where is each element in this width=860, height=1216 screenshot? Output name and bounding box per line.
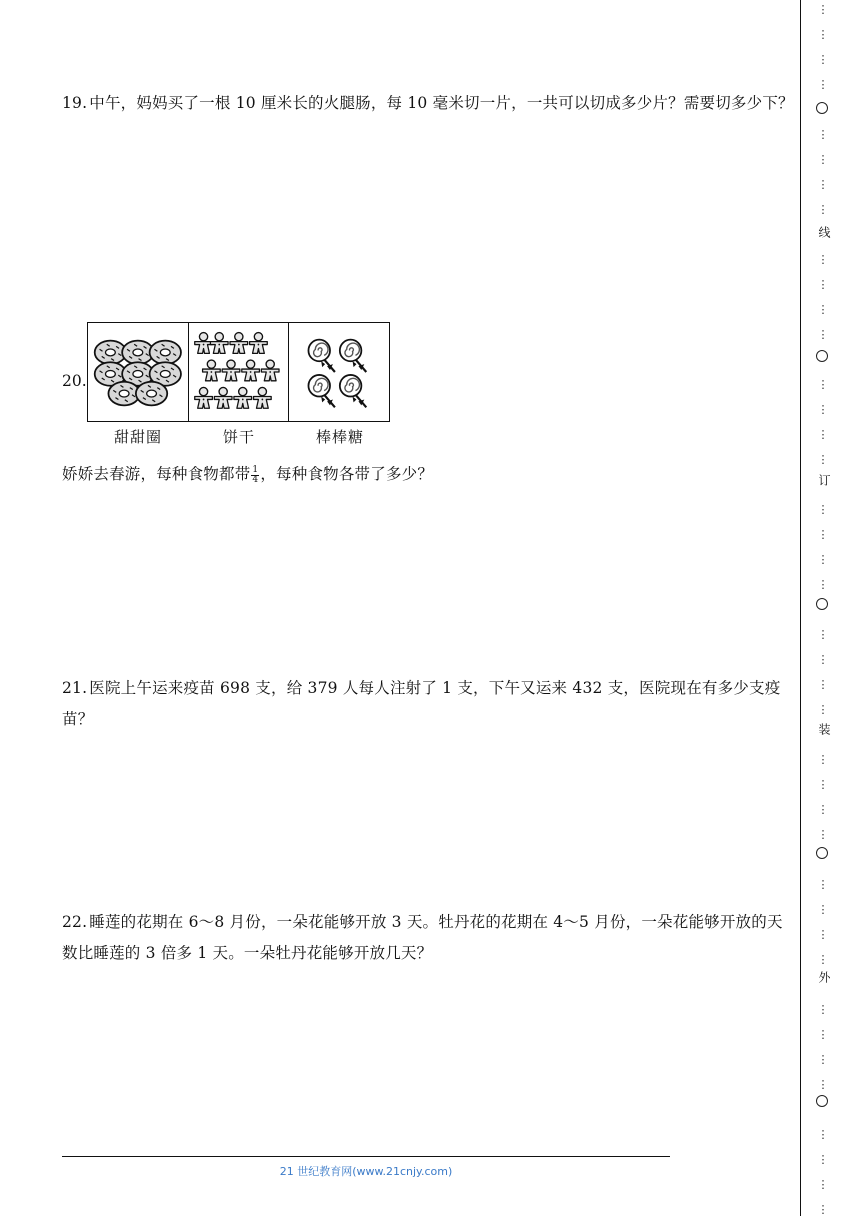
question-20-text <box>62 459 798 490</box>
gingerbread-item <box>234 387 252 408</box>
question-number: 19. <box>62 94 88 112</box>
binding-dots: ⋮ <box>817 878 829 891</box>
binding-dots: ⋮ <box>817 428 829 441</box>
donut-icon <box>88 323 188 421</box>
binding-dots: ⋮ <box>817 1178 829 1191</box>
binding-dots: ⋮ <box>817 253 829 266</box>
gingerbread-item <box>222 360 240 381</box>
gingerbread-item <box>253 387 271 408</box>
binding-circle <box>816 598 828 610</box>
binding-dots: ⋮ <box>817 1153 829 1166</box>
binding-dots: ⋮ <box>817 128 829 141</box>
binding-dots: ⋮ <box>817 203 829 216</box>
binding-dots: ⋮ <box>817 953 829 966</box>
binding-word: 线 <box>817 226 831 238</box>
gingerbread-item <box>202 360 220 381</box>
binding-dots: ⋮ <box>817 653 829 666</box>
binding-dots: ⋮ <box>817 553 829 566</box>
binding-line <box>800 0 801 1216</box>
binding-dots: ⋮ <box>817 903 829 916</box>
binding-dots: ⋮ <box>817 753 829 766</box>
binding-dots: ⋮ <box>817 828 829 841</box>
binding-word: 订 <box>817 474 831 486</box>
binding-dots: ⋮ <box>817 453 829 466</box>
binding-circle <box>816 1095 828 1107</box>
gingerbread-item <box>210 333 228 354</box>
donut-item <box>150 341 181 365</box>
gingerbread-item <box>194 333 212 354</box>
question-text: 睡莲的花期在 6～8 月份，一朵花能够开放 3 天。牡丹花的花期在 4～5 月份，一朵花能够开放的天数比睡莲的 3 倍多 1 天。一朵牡丹花能够开放几天？ <box>62 913 783 962</box>
fraction-denominator: 4 <box>252 474 259 485</box>
binding-dots: ⋮ <box>817 803 829 816</box>
question-19 <box>62 88 798 119</box>
question-text: 医院上午运来疫苗 698 支，给 379 人每人注射了 1 支，下午又运来 432 支，医院现在有多少支疫苗？ <box>62 679 781 728</box>
binding-circle <box>816 102 828 114</box>
footer-source: 21 世纪教育网(www.21cnjy.com) <box>279 1165 453 1178</box>
lollipop-icon <box>289 323 389 421</box>
food-label-lollipop: 棒棒糖 <box>315 428 364 446</box>
binding-circle <box>816 847 828 859</box>
gingerbread-item <box>194 387 212 408</box>
question-number: 22. <box>62 913 88 931</box>
binding-dots: ⋮ <box>817 1203 829 1216</box>
question-text: 中午，妈妈买了一根 10 厘米长的火腿肠，每 10 毫米切一片，一共可以切成多少片？需要切多少下？ <box>89 94 794 112</box>
binding-dots: ⋮ <box>817 1078 829 1091</box>
binding-dots: ⋮ <box>817 153 829 166</box>
binding-dots: ⋮ <box>817 328 829 341</box>
gingerbread-item <box>261 360 279 381</box>
fraction-numerator: 1 <box>252 464 259 475</box>
binding-circle <box>816 350 828 362</box>
fraction <box>251 466 259 485</box>
donut-cell <box>88 323 189 421</box>
lollipop-item <box>309 375 335 407</box>
binding-dots: ⋮ <box>817 503 829 516</box>
gingerbread-item <box>230 333 248 354</box>
binding-dots: ⋮ <box>817 628 829 641</box>
binding-dots: ⋮ <box>817 303 829 316</box>
gingerbread-item <box>214 387 232 408</box>
lollipop-item <box>340 340 366 372</box>
binding-dots: ⋮ <box>817 928 829 941</box>
question-21 <box>62 673 798 735</box>
binding-dots: ⋮ <box>817 78 829 91</box>
binding-dots: ⋮ <box>817 678 829 691</box>
binding-dots: ⋮ <box>817 1003 829 1016</box>
food-label-donut: 甜甜圈 <box>113 428 162 446</box>
binding-dots: ⋮ <box>817 278 829 291</box>
food-label-cookie: 饼干 <box>222 428 255 446</box>
binding-dots: ⋮ <box>817 1053 829 1066</box>
binding-dots: ⋮ <box>817 528 829 541</box>
binding-dots: ⋮ <box>817 28 829 41</box>
binding-dots: ⋮ <box>817 778 829 791</box>
gingerbread-icon <box>189 323 289 421</box>
lollipop-cell <box>289 323 389 421</box>
gingerbread-item <box>241 360 259 381</box>
donut-item <box>136 382 167 406</box>
binding-word: 装 <box>817 723 831 735</box>
question-text-after: ，每种食物各带了多少？ <box>260 465 434 483</box>
lollipop-item <box>340 375 366 407</box>
binding-dots: ⋮ <box>817 3 829 16</box>
binding-dots: ⋮ <box>817 578 829 591</box>
binding-word: 外 <box>817 971 831 983</box>
cookie-cell <box>189 323 290 421</box>
binding-dots: ⋮ <box>817 1128 829 1141</box>
gingerbread-item <box>249 333 267 354</box>
question-number: 20. <box>62 372 87 390</box>
binding-dots: ⋮ <box>817 703 829 716</box>
binding-dots: ⋮ <box>817 1028 829 1041</box>
binding-dots: ⋮ <box>817 403 829 416</box>
lollipop-item <box>309 340 335 372</box>
binding-dots: ⋮ <box>817 53 829 66</box>
food-picture-table <box>87 322 390 422</box>
question-22 <box>62 907 798 969</box>
binding-dots: ⋮ <box>817 378 829 391</box>
footer-divider <box>62 1156 670 1157</box>
question-text-before: 娇娇去春游，每种食物都带 <box>62 465 251 483</box>
question-number: 21. <box>62 679 88 697</box>
binding-dots: ⋮ <box>817 178 829 191</box>
